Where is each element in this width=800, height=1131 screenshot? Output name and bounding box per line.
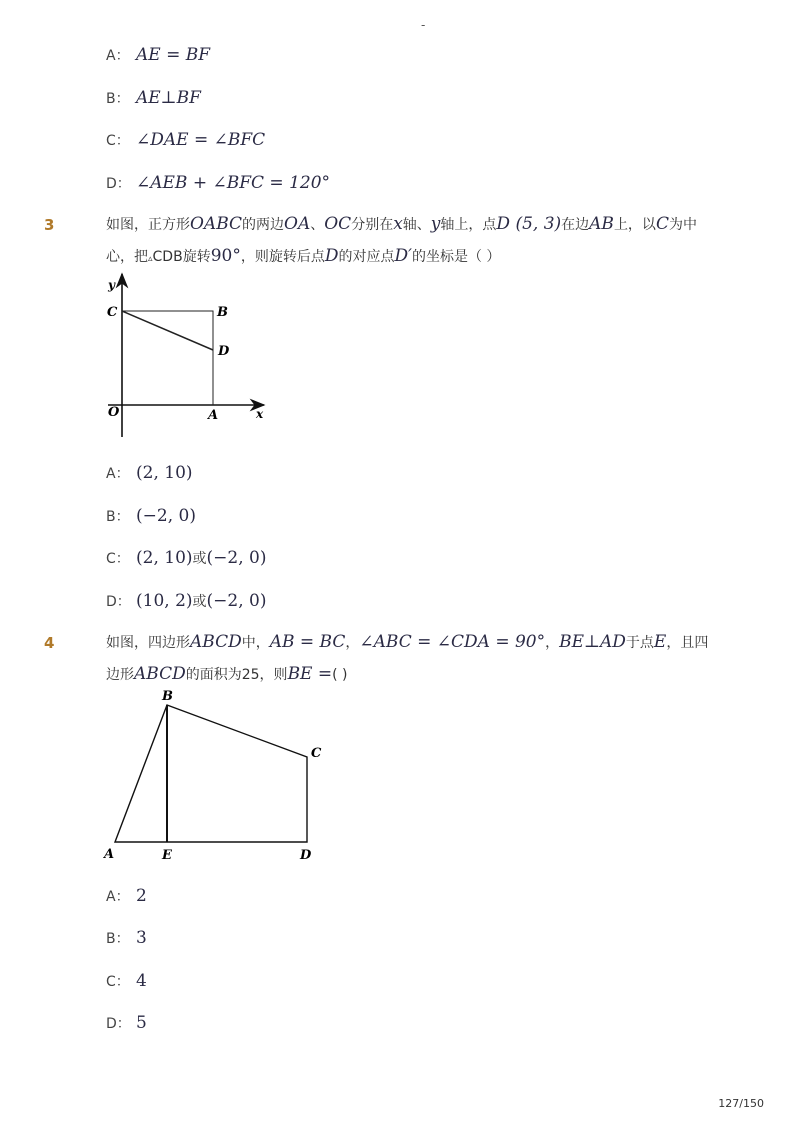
math: ∠ABC = ∠CDA = 90° <box>359 632 546 652</box>
option-math: ∠AEB + ∠BFC = 120° <box>136 173 331 193</box>
q3-option-b[interactable] <box>106 504 196 528</box>
text: 的坐标是（ ） <box>411 249 501 265</box>
text: 分别在 <box>351 217 394 233</box>
option-label: B： <box>106 931 130 947</box>
math: AB <box>589 214 614 234</box>
label-d: D <box>218 344 230 359</box>
math: C <box>655 214 669 234</box>
q3-option-a[interactable] <box>106 461 193 485</box>
q4-option-a[interactable] <box>106 884 147 908</box>
math: OABC <box>190 214 243 234</box>
math: E <box>653 632 667 652</box>
text: 上，以 <box>613 217 656 233</box>
label-c: C <box>311 746 322 761</box>
option-math: (2, 10) <box>136 548 193 568</box>
text: 在边 <box>561 217 590 233</box>
question-3-figure <box>100 270 275 445</box>
question-4-text-line-1 <box>106 632 708 652</box>
prev-option-c[interactable] <box>106 128 265 152</box>
option-value: 3 <box>136 928 147 948</box>
text: 的面积为25，则 <box>185 667 288 683</box>
prev-option-d[interactable] <box>106 171 330 195</box>
question-3-text-line-2 <box>106 246 500 266</box>
option-text: 或 <box>192 594 207 610</box>
text: 如图，正方形 <box>106 217 190 233</box>
text: ，且四 <box>666 635 709 651</box>
math: D′ <box>394 246 412 266</box>
q4-option-d[interactable] <box>106 1011 147 1035</box>
math: x <box>393 214 403 234</box>
option-text: 或 <box>192 551 207 567</box>
q3-option-d[interactable] <box>106 589 266 613</box>
question-4-figure <box>100 686 335 866</box>
option-label: C： <box>106 974 130 990</box>
option-label: A： <box>106 889 130 905</box>
prev-option-a[interactable] <box>106 43 210 67</box>
option-math: AE⊥BF <box>136 88 201 108</box>
label-a: A <box>208 408 219 423</box>
text: 、 <box>310 217 325 233</box>
math: BE⊥AD <box>559 632 626 652</box>
option-label: C： <box>106 551 130 567</box>
option-label: B： <box>106 509 130 525</box>
option-label: D： <box>106 594 131 610</box>
math: D <box>324 246 339 266</box>
label-y: y <box>108 278 115 292</box>
math: AB = BC <box>269 632 346 652</box>
question-3-number: 3 <box>44 216 55 234</box>
text: ， <box>545 635 560 651</box>
math: D (5, 3) <box>496 214 562 234</box>
label-d: D <box>300 848 312 863</box>
square-edges <box>122 311 213 405</box>
q4-option-c[interactable] <box>106 969 147 993</box>
math: ABCD <box>134 664 186 684</box>
text: ( ) <box>332 667 348 683</box>
option-value: 2 <box>136 886 147 906</box>
question-3-text-line-1 <box>106 214 697 234</box>
label-o: O <box>108 405 120 420</box>
q4-option-b[interactable] <box>106 926 147 950</box>
label-e: E <box>162 848 172 863</box>
question-4-text-line-2 <box>106 664 348 684</box>
math: ABCD <box>190 632 242 652</box>
option-math: AE = BF <box>136 45 211 65</box>
header-mark: - <box>421 18 426 32</box>
label-b: B <box>162 689 173 704</box>
math: OA <box>284 214 311 234</box>
math: y <box>430 214 441 234</box>
option-value: 4 <box>136 971 147 991</box>
label-c: C <box>107 305 118 320</box>
text: 的对应点 <box>338 249 395 265</box>
option-label: A： <box>106 466 130 482</box>
question-4-number: 4 <box>44 634 55 652</box>
option-label: A： <box>106 48 130 64</box>
segment-cd <box>122 311 213 350</box>
text: 为中 <box>668 217 697 233</box>
option-label: D： <box>106 176 131 192</box>
label-x: x <box>256 407 264 421</box>
text: 如图，四边形 <box>106 635 190 651</box>
text: ， <box>345 635 360 651</box>
math: OC <box>324 214 352 234</box>
text: 于点 <box>625 635 654 651</box>
prev-option-b[interactable] <box>106 86 201 110</box>
text: 心，把 <box>106 249 148 265</box>
option-label: C： <box>106 133 130 149</box>
label-b: B <box>217 305 228 320</box>
option-math: (10, 2) <box>136 591 193 611</box>
option-math: (2, 10) <box>136 463 193 483</box>
q3-option-c[interactable] <box>106 546 266 570</box>
text: CDB旋转 <box>152 249 211 265</box>
text: 轴、 <box>402 217 431 233</box>
option-label: B： <box>106 91 130 107</box>
math: BE = <box>287 664 333 684</box>
option-label: D： <box>106 1016 131 1032</box>
option-math-2: (−2, 0) <box>206 591 267 611</box>
option-math: (−2, 0) <box>136 506 196 526</box>
text: 轴上，点 <box>440 217 497 233</box>
option-math-2: (−2, 0) <box>206 548 267 568</box>
text: 中， <box>241 635 270 651</box>
text: 的两边 <box>242 217 285 233</box>
page-number: 127/150 <box>718 1097 764 1110</box>
triangle-icon: ▵ <box>148 254 153 264</box>
text: ，则旋转后点 <box>240 249 325 265</box>
math: 90° <box>210 246 241 266</box>
label-a: A <box>104 847 115 862</box>
option-math: ∠DAE = ∠BFC <box>136 130 266 150</box>
quadrilateral-abcd <box>115 705 307 842</box>
text: 边形 <box>106 667 134 683</box>
option-value: 5 <box>136 1013 147 1033</box>
